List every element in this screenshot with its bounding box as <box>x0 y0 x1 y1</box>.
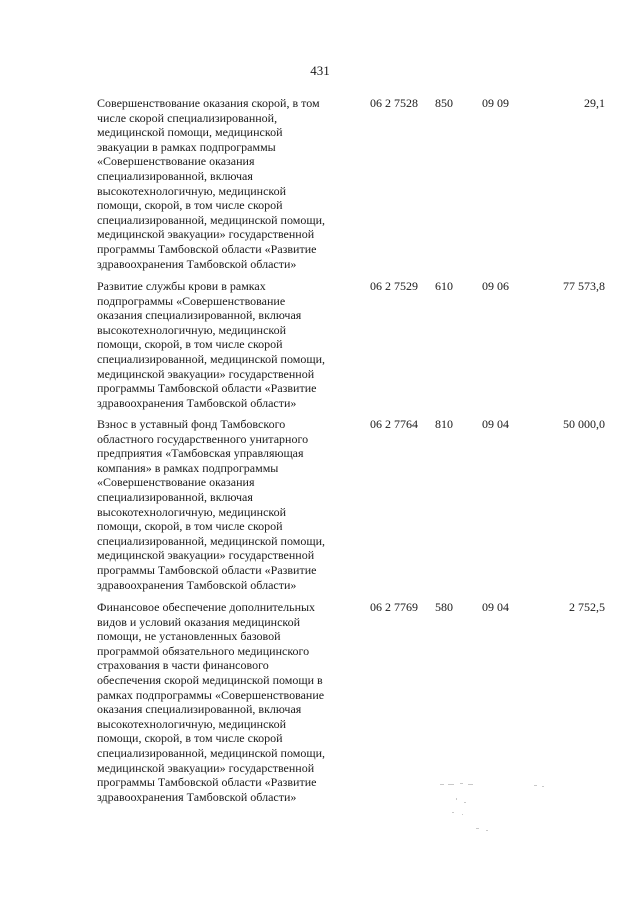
row-description: Совершенствование оказания скорой, в том числе скорой специализированной, медицинской помощи, медицинской эвакуации в рамках подпрограммы «Совершенствование оказания специализированной, включая высокотехнологичную, медицинской помощи, скорой, в том числе скорой специализированной, медицинской помощи, медицинской эвакуации» государственной программы Тамбовской области «Развитие здравоохранения Тамбовской области» <box>97 96 325 271</box>
row-description: Взнос в уставный фонд Тамбовского областного государственного унитарного предприятия «Тамбовская управляющая компания» в рамках подпрограммы «Совершенствование оказания специализированной, включая высокотехнологичную, медицинской помощи, скорой, в том числе скорой специализированной, медицинской помощи, медицинской эвакуации» государственной программы Тамбовской области «Развитие здравоохранения Тамбовской области» <box>97 417 325 592</box>
amount: 77 573,8 <box>563 279 605 293</box>
row-description: Развитие службы крови в рамках подпрограммы «Совершенствование оказания специализированной, включая высокотехнологичную, медицинской помощи, скорой, в том числе скорой специализированной, медицинской помощи, медицинской эвакуации» государственной программы Тамбовской области «Развитие здравоохранения Тамбовской области» <box>97 279 325 410</box>
target-code: 06 2 7764 <box>370 417 418 431</box>
section-code: 09 06 <box>482 279 509 293</box>
amount: 29,1 <box>584 96 605 110</box>
amount: 50 000,0 <box>563 417 605 431</box>
page-number: 431 <box>310 63 330 78</box>
section-code: 09 04 <box>482 417 509 431</box>
amount: 2 752,5 <box>569 600 605 614</box>
row-description: Финансовое обеспечение дополнительных видов и условий оказания медицинской помощи, не установленных базовой программой обязательного медицинского страхования в части финансового обеспечения скорой медицинской помощи в рамках подпрограммы «Совершенствование оказания специализированной, включая высокотехнологичную, медицинской помощи, скорой, в том числе скорой специализированной, медицинской помощи, медицинской эвакуации» государственной программы Тамбовской области «Развитие здравоохранения Тамбовской области» <box>97 600 325 804</box>
section-code: 09 09 <box>482 96 509 110</box>
target-code: 06 2 7529 <box>370 279 418 293</box>
expense-type-code: 810 <box>435 417 453 431</box>
target-code: 06 2 7769 <box>370 600 418 614</box>
scan-speckles <box>438 778 558 838</box>
target-code: 06 2 7528 <box>370 96 418 110</box>
expense-type-code: 580 <box>435 600 453 614</box>
expense-type-code: 850 <box>435 96 453 110</box>
section-code: 09 04 <box>482 600 509 614</box>
expense-type-code: 610 <box>435 279 453 293</box>
